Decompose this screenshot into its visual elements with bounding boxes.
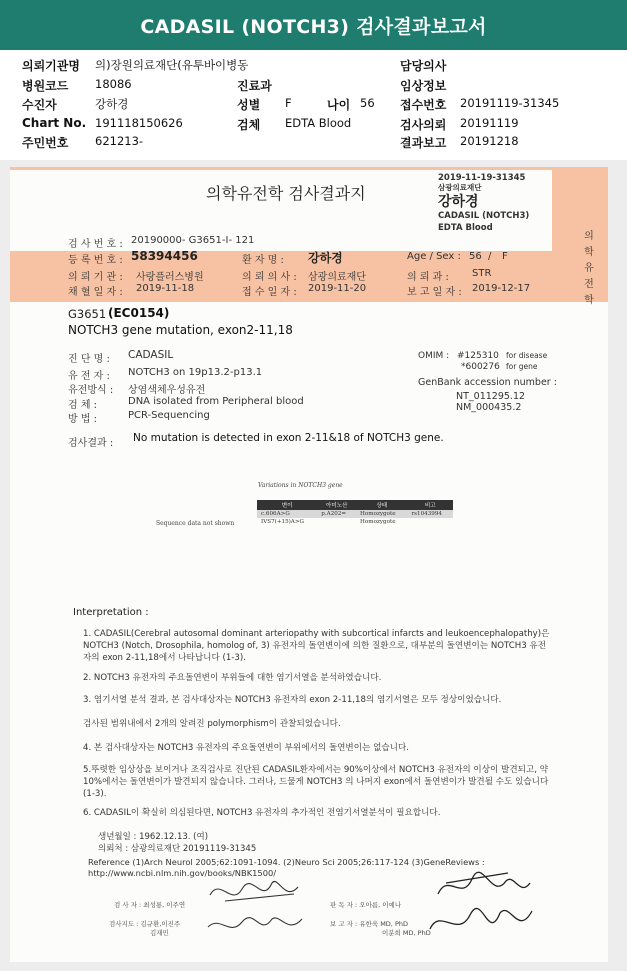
specimen-value: EDTA Blood bbox=[285, 116, 352, 130]
table-row bbox=[257, 518, 453, 526]
var-cell: Homozygote bbox=[356, 510, 407, 518]
requester: 의뢰처 : 삼광의료재단 20191119-31345 bbox=[98, 844, 257, 854]
var-cell: rs1043994 bbox=[408, 510, 454, 518]
report-date-label: 결과보고 bbox=[400, 136, 447, 150]
sex-value: F bbox=[285, 96, 292, 110]
fld-age: 56 bbox=[469, 251, 482, 262]
sig-reporter-2: 이분희 MD, PhD bbox=[382, 929, 431, 937]
omim-gene: *600276 bbox=[461, 362, 500, 372]
var-cell: IVS7(+15)A>G bbox=[261, 519, 305, 525]
interp-item-1: 1. CADASIL(Cerebral autosomal dominant arteriopathy with subcortical infarcts and leukoencephalopathy)은 NOTCH3 (Notch, Drosophila, homolog of, 3) 유전자의 돌연변이에 의한 질환으로, 대부분의 돌연변이는 NOTCH3 유전자의 exon 2-11,18에서 나타납니다 (1-3). bbox=[83, 629, 550, 663]
test-name: NOTCH3 gene mutation, exon2-11,18 bbox=[68, 323, 293, 337]
interp-item-6: 6. CADASIL이 확실히 의심된다면, NOTCH3 유전자의 추가적인 전염기서열분석이 필요합니다. bbox=[83, 808, 441, 818]
diagnosis: CADASIL bbox=[128, 349, 174, 361]
sig-reporter: 보 고 자 : 유한욱 MD, PhD bbox=[330, 920, 408, 928]
doc-title: 의학유전학 검사결과지 bbox=[206, 184, 366, 203]
specimen-label: 검체 bbox=[237, 118, 261, 132]
receipt-value: 20191119-31345 bbox=[460, 96, 560, 110]
clinical-label: 임상정보 bbox=[400, 79, 447, 93]
table-row bbox=[257, 510, 453, 518]
age-label: 나이 bbox=[327, 98, 351, 112]
req-date-value: 20191119 bbox=[460, 116, 519, 130]
variations-header-row bbox=[257, 500, 453, 510]
sig-reviewer: 판 독 자 : 오아름, 이예나 bbox=[330, 901, 402, 909]
report-date: 2019-12-17 bbox=[472, 283, 531, 294]
collect: 2019-11-18 bbox=[136, 283, 195, 294]
omim-gene-note: for gene bbox=[506, 362, 538, 371]
report-paper bbox=[10, 167, 608, 962]
patient-label: 수진자 bbox=[22, 98, 57, 112]
sig-supervisor-2: 김재민 bbox=[150, 929, 169, 937]
interp-title: Interpretation : bbox=[73, 607, 149, 618]
patient-value: 강하경 bbox=[95, 97, 129, 111]
side-label: 의학유전학 bbox=[584, 231, 594, 306]
signature-scribble-3 bbox=[438, 872, 530, 894]
signature-scribble-4 bbox=[430, 908, 532, 929]
sig-supervisor: 검사지도 : 김규환,이진주 bbox=[109, 920, 181, 928]
reg-no: 58394456 bbox=[131, 249, 198, 263]
gene-label: 유 전 자 : bbox=[68, 371, 110, 382]
test-code: G3651 bbox=[68, 307, 107, 321]
req-org-label: 의 뢰 기 관 : bbox=[68, 272, 123, 283]
recv: 2019-11-20 bbox=[308, 283, 367, 294]
req-doc: 삼광의료재단 bbox=[308, 272, 366, 283]
receipt-label: 접수번호 bbox=[400, 98, 447, 112]
method-label: 방 법 : bbox=[68, 414, 98, 425]
doctor-label: 담당의사 bbox=[400, 59, 447, 73]
report-title: CADASIL (NOTCH3) 검사결과보고서 bbox=[140, 15, 487, 38]
id-value: 621213- bbox=[95, 134, 144, 148]
inherit-label: 유전방식 : bbox=[68, 385, 114, 396]
genbank-label: GenBank accession number : bbox=[418, 377, 557, 388]
stamp-specimen: EDTA Blood bbox=[438, 223, 493, 233]
var-cell bbox=[408, 518, 454, 526]
age-value: 56 bbox=[360, 96, 375, 110]
diagnosis-label: 진 단 명 : bbox=[68, 354, 110, 365]
sequence-note: Sequence data not shown bbox=[156, 520, 235, 527]
chart-label: Chart No. bbox=[22, 116, 87, 130]
omim-label: OMIM : bbox=[418, 351, 450, 361]
req-org: 사랑플러스병원 bbox=[136, 272, 204, 283]
req-doc-label: 의 뢰 의 사 : bbox=[242, 272, 297, 283]
report-date-value: 20191218 bbox=[460, 134, 519, 148]
stamp-org: 삼광의료재단 bbox=[438, 183, 482, 192]
reference-url: http://www.ncbi.nlm.nih.gov/books/NBK1500/ bbox=[88, 868, 277, 878]
genbank-2: NM_000435.2 bbox=[456, 402, 522, 413]
var-header: 상태 bbox=[356, 500, 407, 510]
stamp-name: 강하경 bbox=[438, 194, 479, 210]
test-no: 20190000- G3651-I- 121 bbox=[131, 235, 255, 246]
signature-scribble-1 bbox=[210, 881, 298, 901]
interp-item-2: 2. NOTCH3 유전자의 주요돌연변이 부위들에 대한 염기서열을 분석하였습니다. bbox=[83, 673, 382, 683]
sex-label: 성별 bbox=[237, 98, 261, 112]
genbank-1: NT_011295.12 bbox=[456, 391, 526, 402]
fld-age-sex-sep: / bbox=[488, 251, 492, 262]
patient-info-block bbox=[0, 50, 627, 160]
report-header bbox=[0, 0, 627, 50]
fld-patient-label: 환 자 명 : bbox=[242, 255, 284, 266]
inst-label: 의뢰기관명 bbox=[22, 59, 80, 73]
method: PCR-Sequencing bbox=[128, 410, 210, 421]
interp-item-3: 3. 염기서열 분석 결과, 본 검사대상자는 NOTCH3 유전자의 exon 2-11,18의 염기서열은 모두 정상이었습니다. bbox=[83, 695, 502, 705]
birth-date: 생년월일 : 1962.12.13. (여) bbox=[98, 832, 209, 842]
test-no-label: 검 사 번 호 : bbox=[68, 239, 123, 250]
var-header: 변이 bbox=[257, 500, 317, 510]
var-cell: Homozygote bbox=[360, 519, 396, 525]
specimen-label-doc: 검 체 : bbox=[68, 400, 98, 411]
stamp-date-no: 2019-11-19-31345 bbox=[438, 173, 526, 183]
stamp-test: CADASIL (NOTCH3) bbox=[438, 211, 530, 221]
fld-patient: 강하경 bbox=[308, 251, 343, 265]
reference: Reference (1)Arch Neurol 2005;62:1091-1094. (2)Neuro Sci 2005;26:117-124 (3)GeneReviews : bbox=[88, 857, 485, 867]
variations-title: Variations in NOTCH3 gene bbox=[258, 482, 343, 489]
id-label: 주민번호 bbox=[22, 136, 69, 150]
interp-item-3b: 검사된 범위내에서 2개의 알려진 polymorphism이 관찰되었습니다. bbox=[83, 719, 341, 729]
age-sex-label: Age / Sex : bbox=[407, 251, 461, 262]
var-cell: c.606A>G bbox=[257, 510, 317, 518]
var-header: 비고 bbox=[408, 500, 454, 510]
fld-sex: F bbox=[502, 251, 508, 262]
interp-item-4: 4. 본 검사대상자는 NOTCH3 유전자의 주요돌연변이 부위에서의 돌연변이는 없습니다. bbox=[83, 743, 410, 753]
gene: NOTCH3 on 19p13.2-p13.1 bbox=[128, 367, 263, 378]
collect-label: 채 혈 일 자 : bbox=[68, 287, 123, 298]
reg-no-label: 등 록 번 호 : bbox=[68, 255, 123, 266]
inst-value: 의)장원의료재단(유투바이병동 bbox=[95, 58, 249, 72]
scanned-report-area bbox=[0, 160, 627, 971]
omim-disease: #125310 bbox=[457, 351, 499, 361]
sig-examiner: 검 사 자 : 최성룡, 이주연 bbox=[114, 901, 186, 909]
result-text: No mutation is detected in exon 2-11&18 of NOTCH3 gene. bbox=[133, 432, 444, 444]
omim-disease-note: for disease bbox=[506, 351, 548, 360]
dept-doc: STR bbox=[472, 268, 492, 279]
inherit: 상염색체우성유전 bbox=[128, 385, 206, 396]
dept-label-doc: 의 뢰 과 : bbox=[407, 272, 449, 283]
hosp-code-label: 병원코드 bbox=[22, 79, 69, 93]
hosp-code-value: 18086 bbox=[95, 77, 132, 91]
signature-scribble-2 bbox=[208, 918, 302, 928]
chart-value: 191118150626 bbox=[95, 116, 183, 130]
interp-item-5: 5.뚜렷한 임상상을 보이거나 조직검사로 진단된 CADASIL환자에서는 90%이상에서 NOTCH3 유전자의 이상이 발견되고, 약 10%에서는 돌연변이가 발견되지 않습니다. 그러나, 드물게 NOTCH3 의 나머지 exon에서 돌연변이가 발견될 수도 있습니다 (1-3). bbox=[83, 765, 549, 799]
specimen-doc: DNA isolated from Peripheral blood bbox=[128, 396, 304, 407]
top-band bbox=[10, 167, 608, 170]
var-cell bbox=[317, 518, 356, 526]
var-cell: p.A202= bbox=[317, 510, 356, 518]
var-header: 아미노산 bbox=[317, 500, 356, 510]
dept-label: 진료과 bbox=[237, 79, 272, 93]
variations-table bbox=[257, 500, 453, 526]
req-date-label: 검사의뢰 bbox=[400, 118, 447, 132]
result-label: 검사결과 : bbox=[68, 438, 114, 449]
test-code-paren: (EC0154) bbox=[108, 306, 170, 320]
report-label: 보 고 일 자 : bbox=[407, 287, 462, 298]
recv-label: 접 수 일 자 : bbox=[242, 287, 297, 298]
